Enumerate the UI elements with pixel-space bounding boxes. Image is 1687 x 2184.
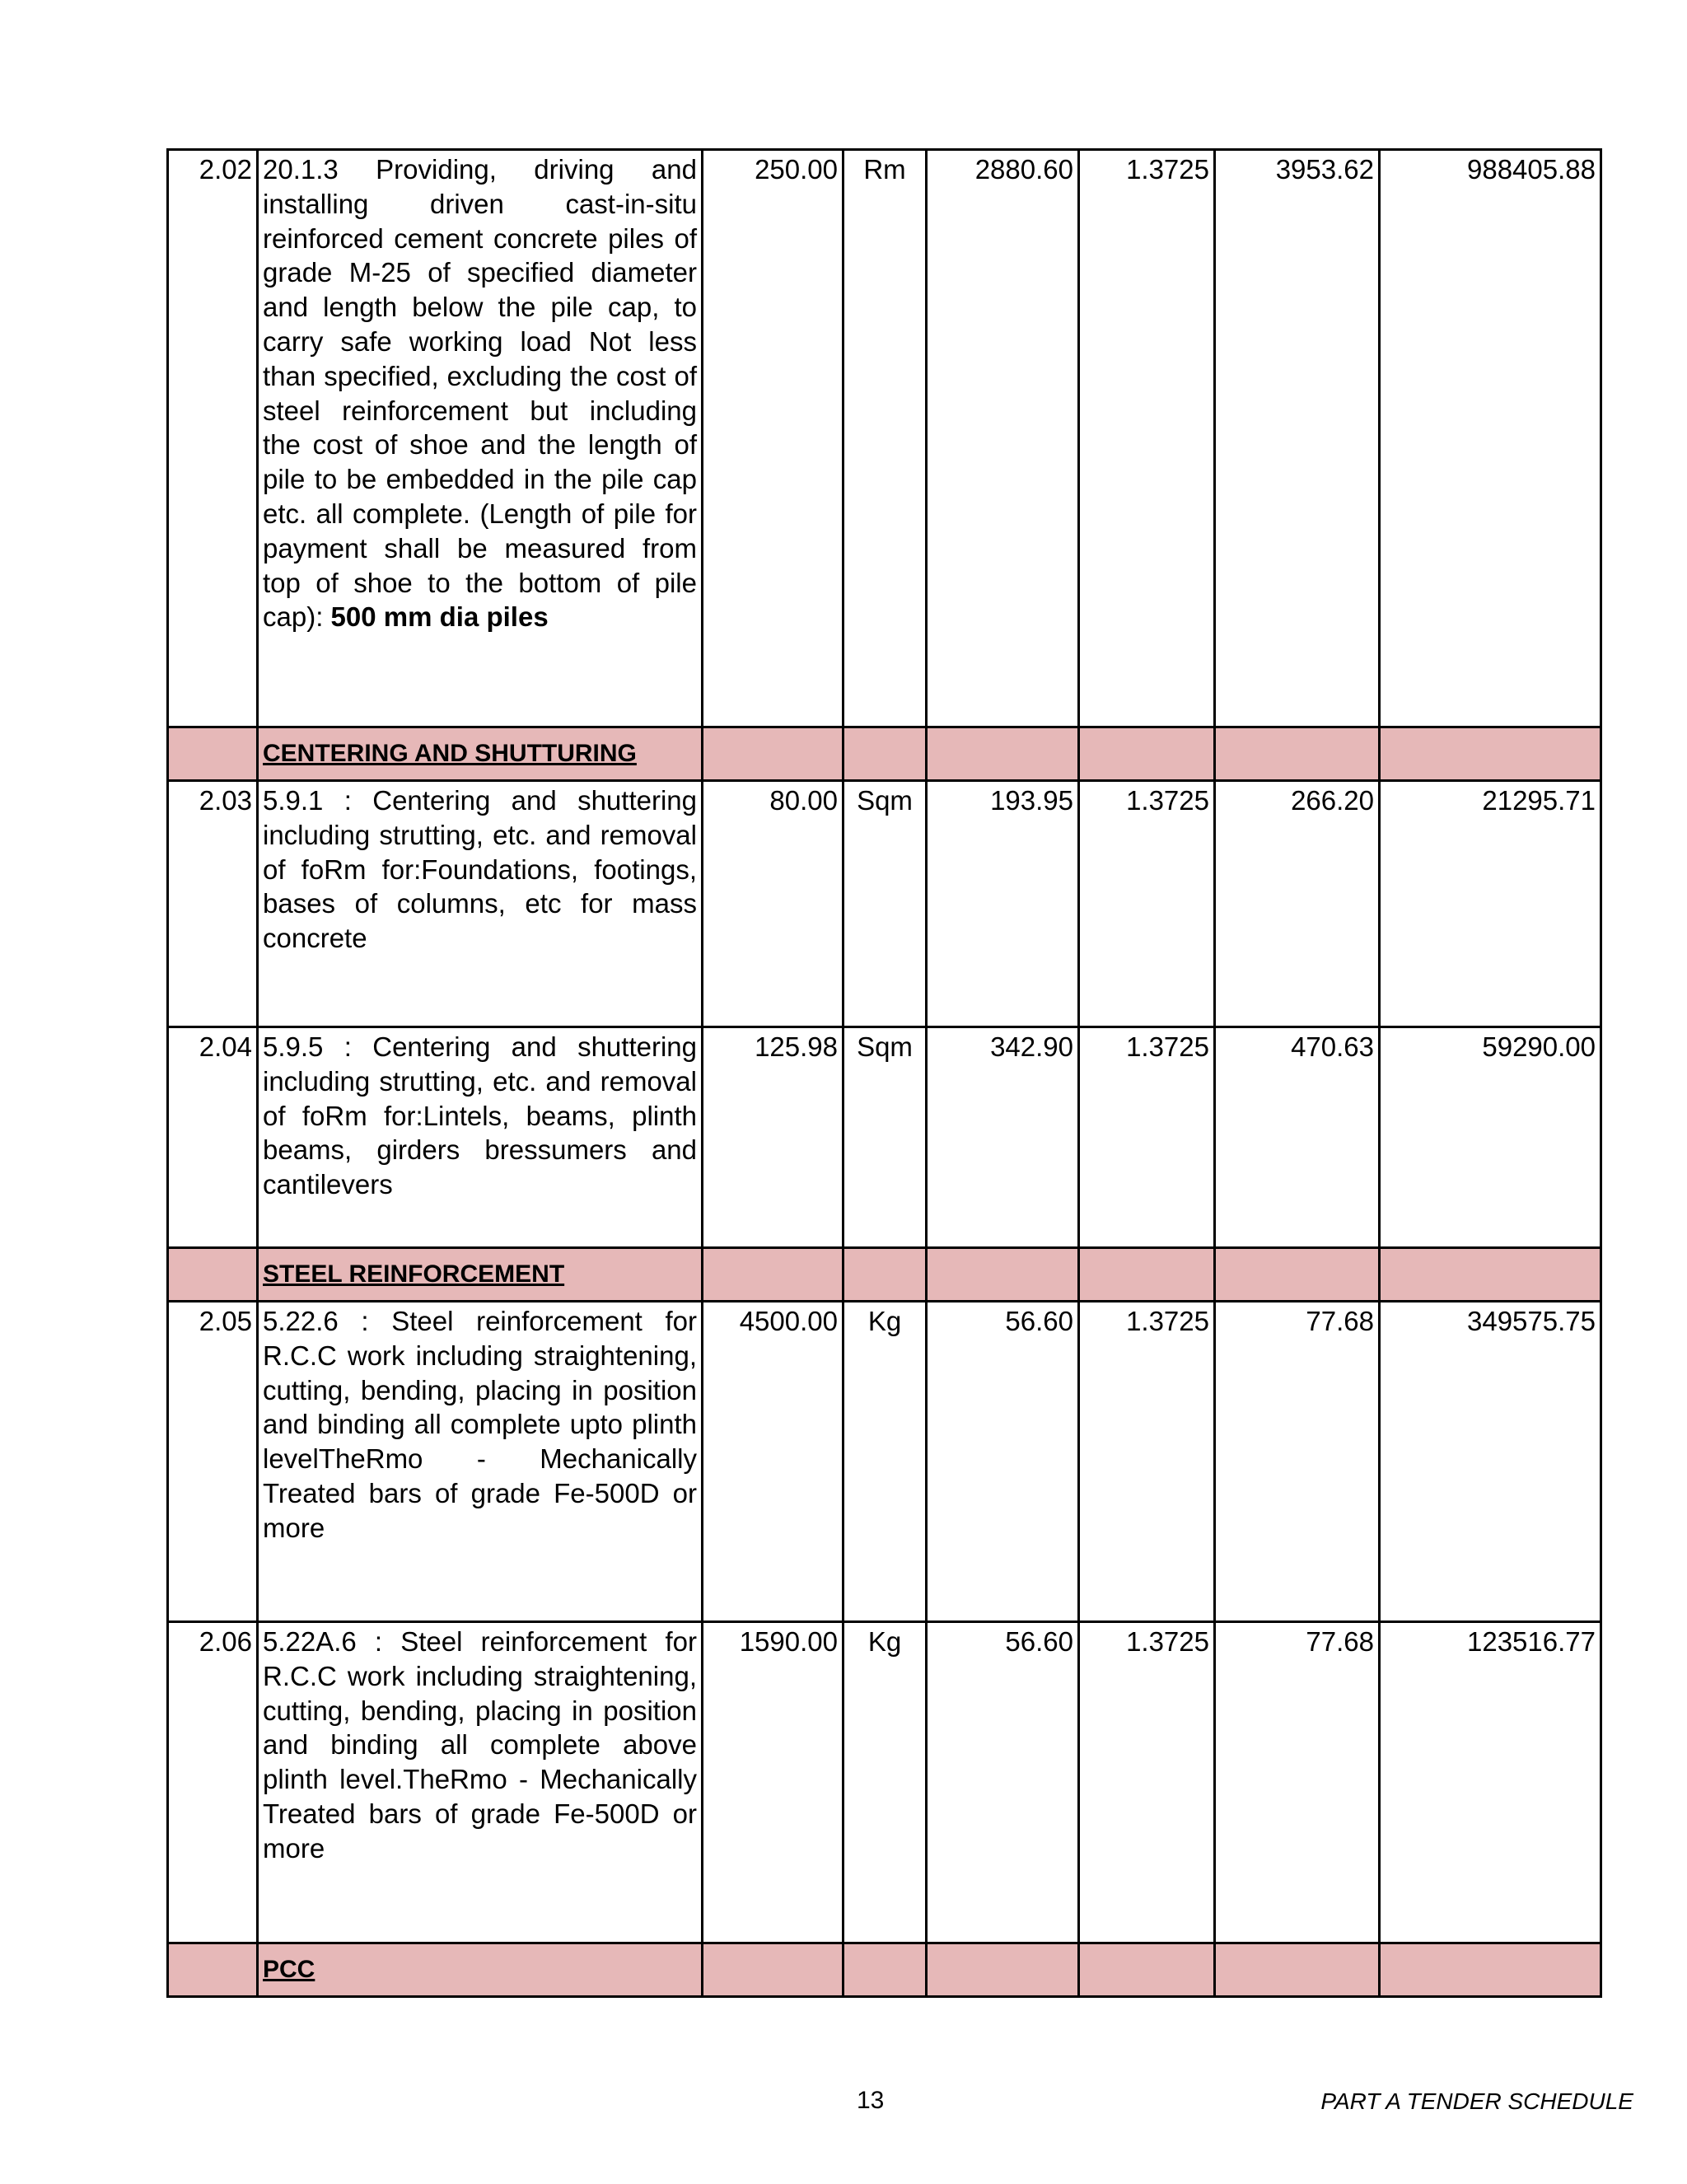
item-quantity: 4500.00 <box>703 1302 844 1622</box>
item-amount: 988405.88 <box>1380 150 1601 727</box>
item-factor: 1.3725 <box>1079 1622 1215 1943</box>
empty-cell <box>703 1248 844 1302</box>
footer-title: PART A TENDER SCHEDULE <box>1320 2088 1633 2114</box>
item-rate: 56.60 <box>927 1622 1079 1943</box>
section-title: PCC <box>258 1943 703 1997</box>
item-factor: 1.3725 <box>1079 1027 1215 1248</box>
item-unit: Sqm <box>844 1027 927 1248</box>
item-factor: 1.3725 <box>1079 1302 1215 1622</box>
item-revised-rate: 77.68 <box>1215 1622 1380 1943</box>
section-title: CENTERING AND SHUTTURING <box>258 727 703 781</box>
empty-cell <box>844 1943 927 1997</box>
item-number: 2.05 <box>168 1302 258 1622</box>
item-amount: 59290.00 <box>1380 1027 1601 1248</box>
item-description: 5.22.6 : Steel reinforcement for R.C.C work including straightening, cutting, bending, placing in position and binding all complete upto plinth levelTheRmo - Mechanically Treated bars of grade Fe-500D or more <box>258 1302 703 1622</box>
empty-cell <box>1380 1248 1601 1302</box>
empty-cell <box>927 727 1079 781</box>
item-rate: 342.90 <box>927 1027 1079 1248</box>
item-revised-rate: 3953.62 <box>1215 150 1380 727</box>
item-amount: 21295.71 <box>1380 781 1601 1027</box>
table-row <box>168 150 1601 727</box>
tender-schedule-table <box>166 148 1602 1998</box>
empty-cell <box>1380 1943 1601 1997</box>
item-quantity: 80.00 <box>703 781 844 1027</box>
table-row <box>168 1027 1601 1248</box>
empty-cell <box>844 1248 927 1302</box>
item-revised-rate: 470.63 <box>1215 1027 1380 1248</box>
item-description: 5.9.1 : Centering and shuttering including strutting, etc. and removal of foRm for:Foundations, footings, bases of columns, etc for mass concrete <box>258 781 703 1027</box>
empty-cell <box>703 727 844 781</box>
empty-cell <box>168 727 258 781</box>
section-title: STEEL REINFORCEMENT <box>258 1248 703 1302</box>
empty-cell <box>168 1943 258 1997</box>
item-unit: Sqm <box>844 781 927 1027</box>
item-description: 5.22A.6 : Steel reinforcement for R.C.C work including straightening, cutting, bending, placing in position and binding all complete above plinth level.TheRmo - Mechanically Treated bars of grade Fe-500D or more <box>258 1622 703 1943</box>
section-header-row <box>168 727 1601 781</box>
item-revised-rate: 266.20 <box>1215 781 1380 1027</box>
empty-cell <box>1215 727 1380 781</box>
item-quantity: 1590.00 <box>703 1622 844 1943</box>
item-rate: 193.95 <box>927 781 1079 1027</box>
item-description: 5.9.5 : Centering and shuttering including strutting, etc. and removal of foRm for:Lintels, beams, plinth beams, girders bressumers and cantilevers <box>258 1027 703 1248</box>
item-amount: 349575.75 <box>1380 1302 1601 1622</box>
item-quantity: 250.00 <box>703 150 844 727</box>
empty-cell <box>927 1248 1079 1302</box>
item-number: 2.03 <box>168 781 258 1027</box>
empty-cell <box>1380 727 1601 781</box>
item-description <box>258 150 703 727</box>
empty-cell <box>703 1943 844 1997</box>
empty-cell <box>168 1248 258 1302</box>
page-number: 13 <box>857 2087 885 2114</box>
empty-cell <box>1079 727 1215 781</box>
empty-cell <box>1215 1943 1380 1997</box>
item-unit: Kg <box>844 1622 927 1943</box>
table-row <box>168 1622 1601 1943</box>
empty-cell <box>1215 1248 1380 1302</box>
item-quantity: 125.98 <box>703 1027 844 1248</box>
item-factor: 1.3725 <box>1079 781 1215 1027</box>
item-unit: Kg <box>844 1302 927 1622</box>
item-rate: 2880.60 <box>927 150 1079 727</box>
item-factor: 1.3725 <box>1079 150 1215 727</box>
description-text: 20.1.3 Providing, driving and installing driven cast-in-situ reinforced cement concrete piles of grade M-25 of specified diameter and length below the pile cap, to carry safe working load Not less than specified, excluding the cost of steel reinforcement but including the cost of shoe and the length of pile to be embedded in the pile cap etc. all complete. (Length of pile for payment shall be measured from top of shoe to the bottom of pile cap): <box>263 154 697 633</box>
description-bold-text: 500 mm dia piles <box>330 601 549 633</box>
table-row <box>168 1302 1601 1622</box>
section-header-row <box>168 1943 1601 1997</box>
item-rate: 56.60 <box>927 1302 1079 1622</box>
item-number: 2.06 <box>168 1622 258 1943</box>
table-row <box>168 781 1601 1027</box>
empty-cell <box>1079 1248 1215 1302</box>
item-revised-rate: 77.68 <box>1215 1302 1380 1622</box>
empty-cell <box>1079 1943 1215 1997</box>
item-amount: 123516.77 <box>1380 1622 1601 1943</box>
empty-cell <box>927 1943 1079 1997</box>
empty-cell <box>844 727 927 781</box>
item-unit: Rm <box>844 150 927 727</box>
item-number: 2.02 <box>168 150 258 727</box>
section-header-row <box>168 1248 1601 1302</box>
item-number: 2.04 <box>168 1027 258 1248</box>
